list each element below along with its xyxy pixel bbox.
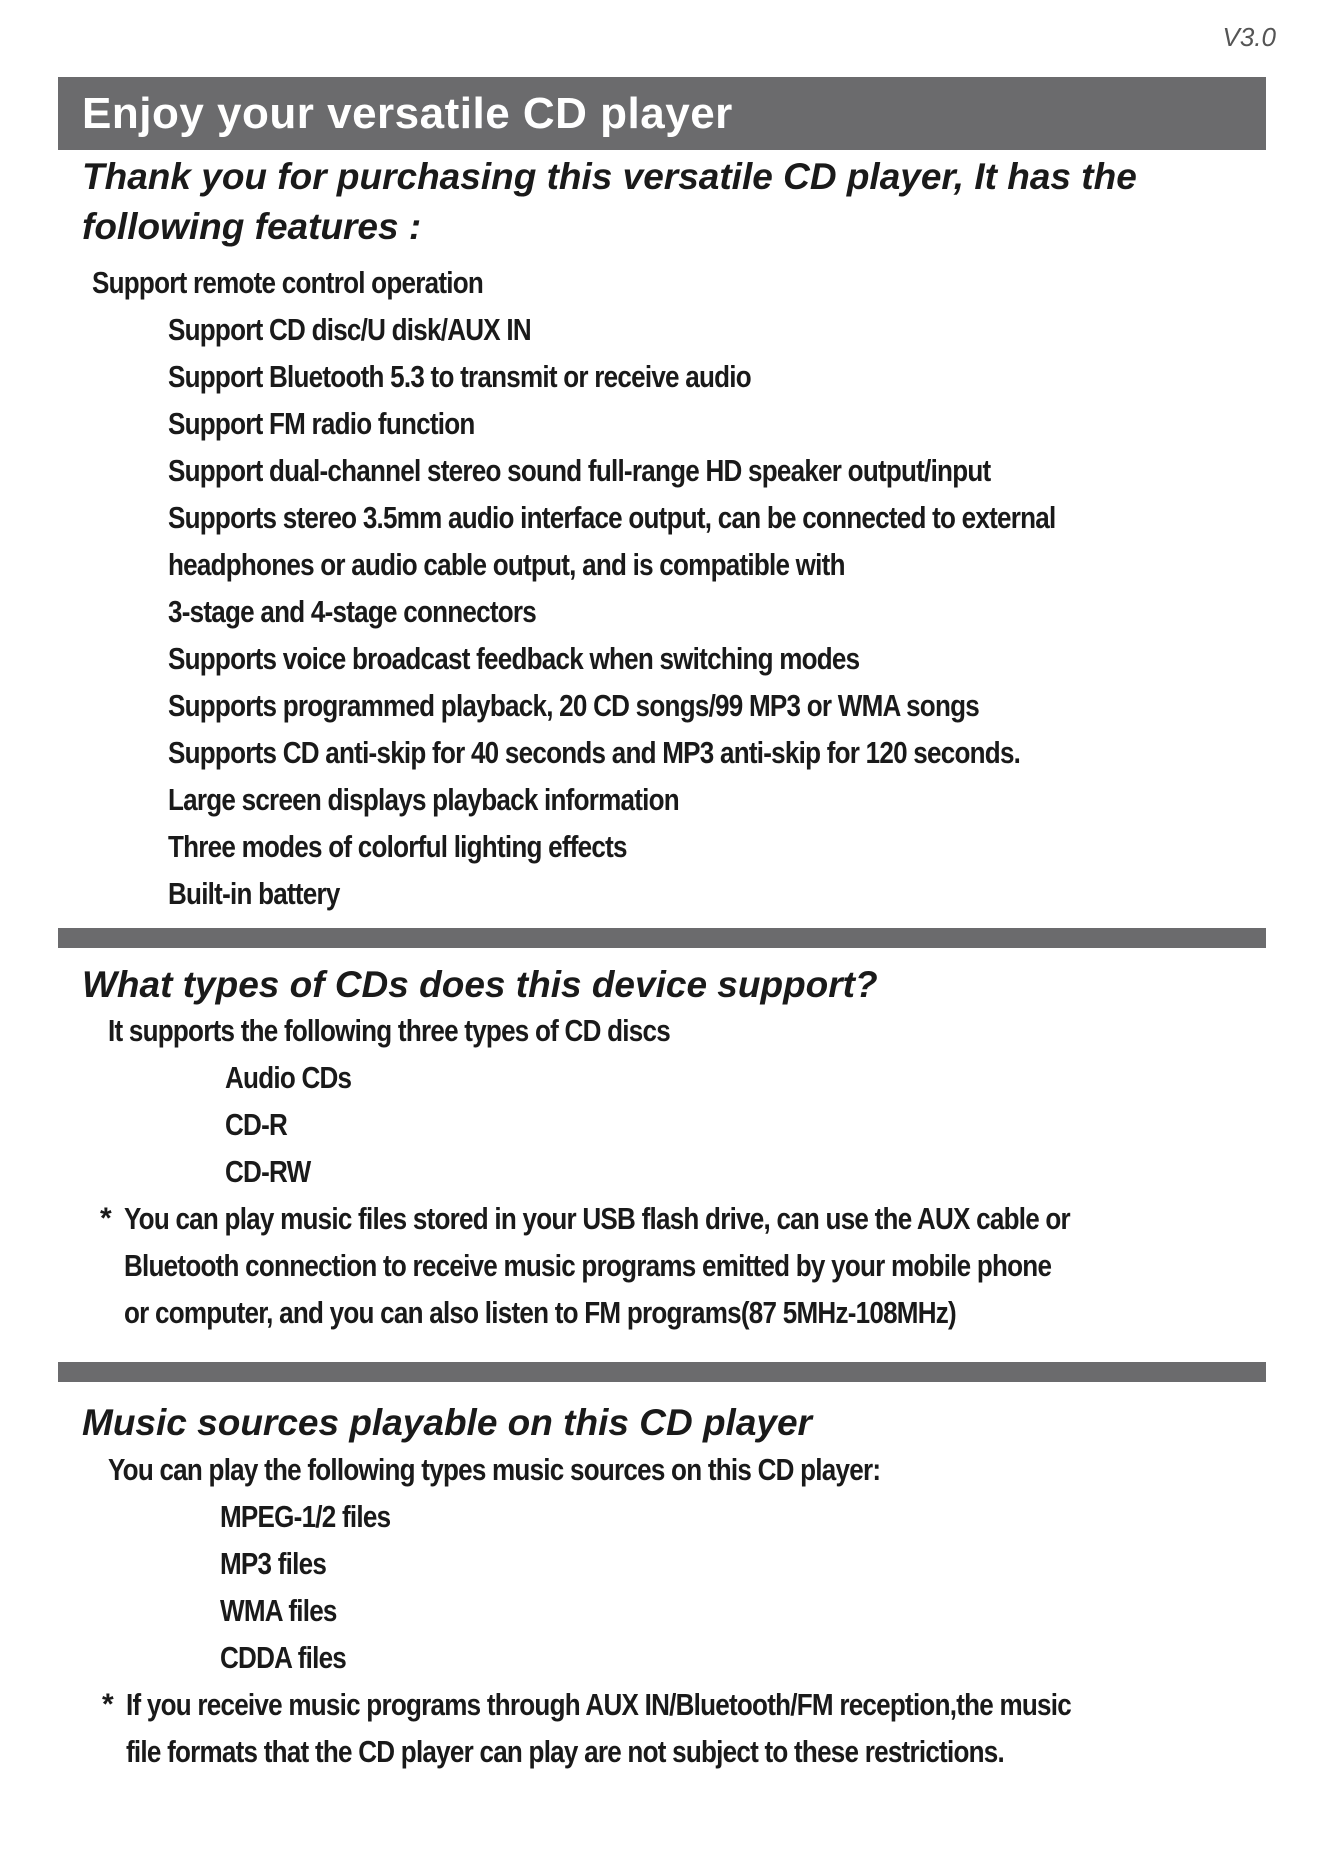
feature-item: Built-in battery xyxy=(168,876,340,911)
note-line: Bluetooth connection to receive music programs emitted by your mobile phone xyxy=(124,1248,1052,1283)
cd-types-intro-list xyxy=(108,1007,777,1054)
feature-item: headphones or audio cable output, and is compatible with xyxy=(168,547,845,582)
feature-item: Large screen displays playback information xyxy=(168,782,679,817)
feature-item: Supports programmed playback, 20 CD songs/99 MP3 or WMA songs xyxy=(168,688,979,723)
section-divider xyxy=(58,1362,1266,1382)
music-source-item: MP3 files xyxy=(220,1546,327,1581)
music-sources-heading: Music sources playable on this CD player xyxy=(82,1402,812,1443)
section-divider xyxy=(58,928,1266,948)
feature-item: Support CD disc/U disk/AUX IN xyxy=(168,312,531,347)
feature-item: Supports stereo 3.5mm audio interface output, can be connected to external xyxy=(168,500,1056,535)
intro-heading xyxy=(82,152,1137,252)
feature-item: Support Bluetooth 5.3 to transmit or receive audio xyxy=(168,359,751,394)
title-banner xyxy=(58,77,1266,150)
note-line: or computer, and you can also listen to FM programs(87 5MHz-108MHz) xyxy=(124,1295,956,1330)
cd-types-heading: What types of CDs does this device support? xyxy=(82,964,878,1005)
feature-item: Supports voice broadcast feedback when switching modes xyxy=(168,641,860,676)
version-label: V3.0 xyxy=(1222,22,1276,52)
cd-types-list xyxy=(225,1054,375,1195)
feature-item: 3-stage and 4-stage connectors xyxy=(168,594,537,629)
asterisk-icon: * xyxy=(100,1202,111,1235)
music-source-item: MPEG-1/2 files xyxy=(220,1499,391,1534)
music-sources-intro: You can play the following types music sources on this CD player: xyxy=(108,1452,881,1487)
feature-item: Support remote control operation xyxy=(92,265,484,300)
cd-type-item: Audio CDs xyxy=(225,1060,352,1095)
asterisk-icon: * xyxy=(102,1688,113,1721)
first-feature-list xyxy=(92,259,558,306)
feature-item: Three modes of colorful lighting effects xyxy=(168,829,627,864)
page-title: Enjoy your versatile CD player xyxy=(82,88,733,138)
note-line: You can play music files stored in your USB flash drive, can use the AUX cable or xyxy=(124,1201,1070,1236)
intro-heading-line-1: Thank you for purchasing this versatile CD player, It has the xyxy=(82,156,1137,197)
note-line: If you receive music programs through AUX IN/Bluetooth/FM reception,the music xyxy=(126,1687,1071,1722)
music-sources-note xyxy=(102,1681,1251,1775)
music-sources-intro-list xyxy=(108,1446,1027,1493)
music-source-item: CDDA files xyxy=(220,1640,347,1675)
feature-item: Support FM radio function xyxy=(168,406,475,441)
note-line: file formats that the CD player can play are not subject to these restrictions. xyxy=(126,1734,1004,1769)
cd-types-intro: It supports the following three types of CD discs xyxy=(108,1013,670,1048)
cd-types-note xyxy=(100,1195,1250,1336)
music-source-item: WMA files xyxy=(220,1593,337,1628)
feature-item: Supports CD anti-skip for 40 seconds and MP3 anti-skip for 120 seconds. xyxy=(168,735,1021,770)
feature-list xyxy=(168,306,1225,917)
cd-type-item: CD-RW xyxy=(225,1154,311,1189)
music-sources-list xyxy=(220,1493,423,1681)
cd-type-item: CD-R xyxy=(225,1107,288,1142)
intro-heading-line-2: following features : xyxy=(82,206,422,247)
feature-item: Support dual-channel stereo sound full-range HD speaker output/input xyxy=(168,453,991,488)
